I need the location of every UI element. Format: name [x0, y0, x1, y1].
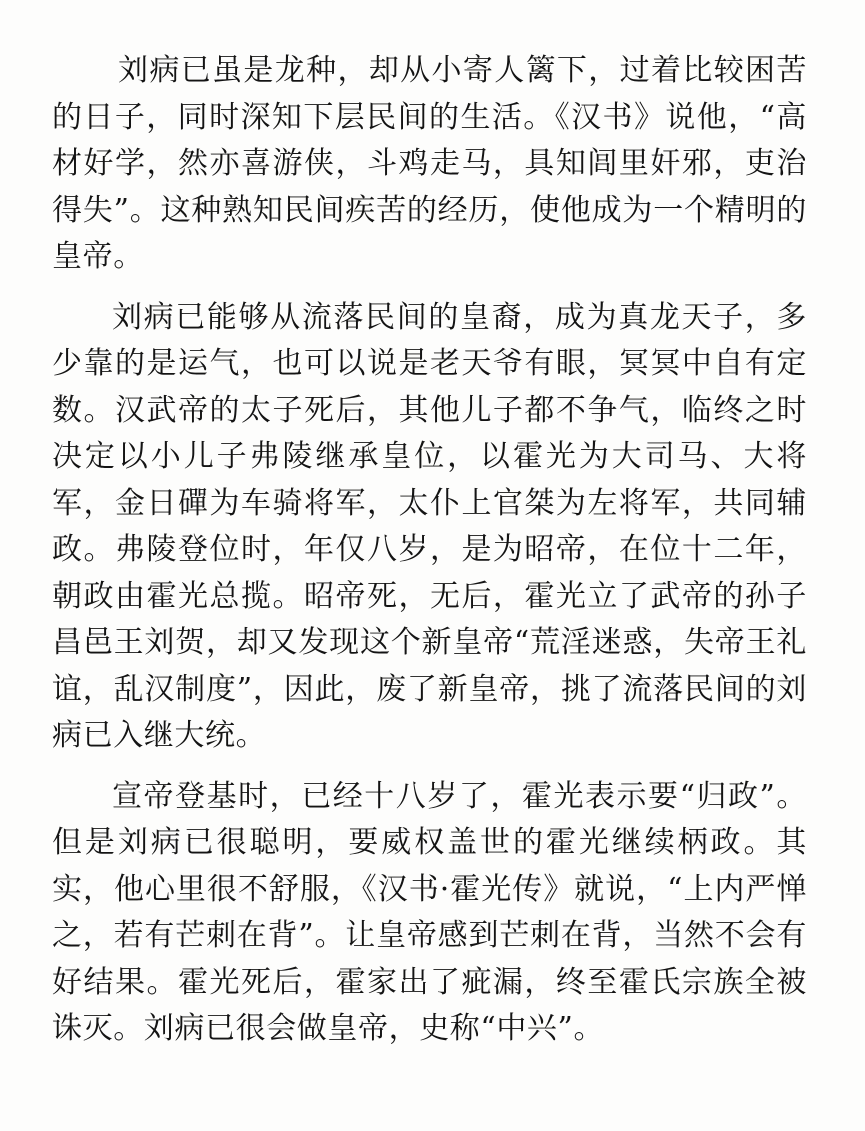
paragraph-1: 刘病已虽是龙种，却从小寄人篱下，过着比较困苦的日子，同时深知下层民间的生活。《汉书》说他，“高材好学，然亦喜游侠，斗鸡走马，具知闾里奸邪，吏治得失”。这种熟知民间疾苦的经历，使他成为一个精明的皇帝。: [52, 53, 807, 274]
body-text: [52, 48, 807, 1067]
paragraph-3: 宣帝登基时，已经十八岁了，霍光表示要“归政”。但是刘病已很聪明，要威权盖世的霍光继续柄政。其实，他心里很不舒服，《汉书·霍光传》就说，“上内严惮之，若有芒刺在背”。让皇帝感到芒刺在背，当然不会有好结果。霍光死后，霍家出了疵漏，终至霍氏宗族全被诛灭。刘病已很会做皇帝，史称“中兴”。: [52, 778, 807, 1046]
paragraph-2: 刘病已能够从流落民间的皇裔，成为真龙天子，多少靠的是运气，也可以说是老天爷有眼，冥冥中自有定数。汉武帝的太子死后，其他儿子都不争气，临终之时决定以小儿子弗陵继承皇位，以霍光为大司马、大将军，金日磾为车骑将军，太仆上官桀为左将军，共同辅政。弗陵登位时，年仅八岁，是为昭帝，在位十二年，朝政由霍光总揽。昭帝死，无后，霍光立了武帝的孙子昌邑王刘贺，却又发现这个新皇帝“荒淫迷惑，失帝王礼谊，乱汉制度”，因此，废了新皇帝，挑了流落民间的刘病已入继大统。: [52, 299, 807, 753]
